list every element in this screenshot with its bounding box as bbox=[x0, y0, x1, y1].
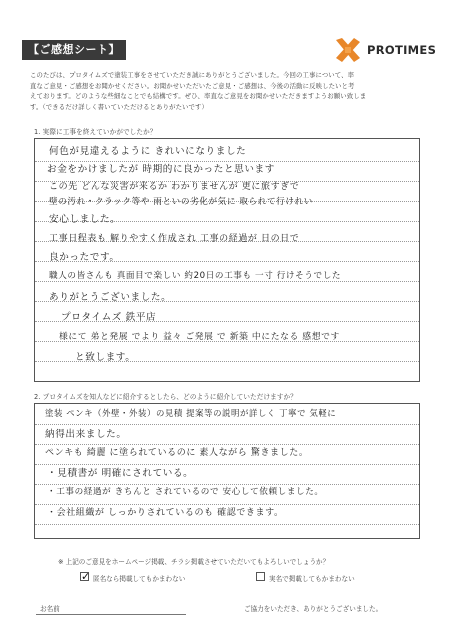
ruled-line bbox=[35, 524, 419, 525]
protimes-mark-icon bbox=[334, 36, 362, 64]
intro-line: このたびは、プロタイムズで塗装工事をさせていただき誠にありがとうございました。今回の工事について、率 bbox=[30, 71, 355, 79]
handwritten-answer-line: ・会社組織が しっかりされているのも 確認できます。 bbox=[47, 508, 284, 518]
name-field[interactable] bbox=[36, 614, 186, 615]
handwritten-answer-line: 壁の汚れ・クラック等や 雨といの劣化が気に 取られて行けれい bbox=[49, 197, 313, 207]
handwritten-answer-line: ありがとうございました。 bbox=[49, 292, 172, 303]
intro-line: す。（できるだけ詳しく書いていただけるとありがたいです） bbox=[30, 102, 209, 111]
handwritten-answer-line: ペンキも 綺麗 に塗られているのに 素人ながら 驚きました。 bbox=[45, 448, 309, 458]
handwritten-answer-line: ・工事の経過が きちんと されているので 安心して依頼しました。 bbox=[47, 487, 324, 497]
logo-text: PROTIMES bbox=[367, 43, 437, 57]
option-anonymous-label: 匿名なら掲載してもかまわない bbox=[93, 575, 186, 583]
question-1-label: 1. 実際に工事を終えていかがでしたか？ bbox=[34, 128, 157, 136]
handwritten-answer-line: と致します。 bbox=[75, 352, 136, 363]
handwritten-answer-line: ・見積書が 明確にされている。 bbox=[47, 468, 194, 479]
name-label: お名前 bbox=[40, 605, 60, 613]
checkmark-icon: ✓ bbox=[81, 570, 91, 583]
handwritten-answer-line: 工事日程表も 解りやすく作成され 工事の経過が 日の日で bbox=[49, 234, 300, 244]
publish-permission-question: ※ 上記のご意見をホームページ掲載、チラシ掲載させていただいてもよろしいでしょうか？ bbox=[58, 558, 330, 566]
anonymous-checkbox[interactable] bbox=[80, 572, 89, 581]
question-2-answer-box bbox=[34, 403, 420, 539]
handwritten-answer-line: 安心しました。 bbox=[49, 214, 121, 225]
handwritten-answer-line: 職人の皆さんも 真面目で楽しい 約20日の工事も 一寸 行けそうでした bbox=[49, 271, 342, 281]
handwritten-answer-line: 何色が見違えるように きれいになりました bbox=[49, 146, 247, 157]
thanks-text: ご協力をいただき、ありがとうございました。 bbox=[244, 605, 383, 613]
ruled-line bbox=[35, 281, 419, 282]
handwritten-answer-line: 納得出来ました。 bbox=[45, 429, 127, 440]
intro-line: 直なご意見・ご感想をお聞かせください。お聞かせいただいたご意見・ご感想は、今後の活動に反映したいと考 bbox=[30, 81, 355, 90]
named-checkbox[interactable] bbox=[256, 572, 265, 581]
intro-text bbox=[30, 70, 430, 112]
handwritten-answer-line: 塗装 ペンキ（外壁・外装）の見積 提案等の説明が詳しく 丁寧で 気軽に bbox=[45, 408, 337, 418]
handwritten-answer-line: プロタイムズ 鉄平店 bbox=[61, 312, 157, 323]
handwritten-answer-line: お金をかけましたが 時期的に良かったと思います bbox=[47, 164, 275, 175]
question-1-answer-box bbox=[34, 138, 420, 382]
question-2-label: 2. プロタイムズを知人などに紹介するとしたら、どのように紹介していただけますか？ bbox=[34, 393, 297, 401]
sheet-title: 【ご感想シート】 bbox=[22, 40, 126, 60]
intro-line: えております。どのような些細なことでも結構です。ぜひ、率直なご意見をお聞かせいただきますようお願い致しま bbox=[30, 92, 367, 101]
handwritten-answer-line: 様にて 弟と発展 でより 益々 ご発展 で 新築 中にたなる 感想です bbox=[59, 332, 340, 342]
protimes-logo bbox=[334, 36, 438, 64]
option-named-label: 実名で掲載してもかまわない bbox=[269, 575, 355, 583]
handwritten-answer-line: 良かったです。 bbox=[49, 252, 120, 263]
ruled-line bbox=[35, 424, 419, 425]
handwritten-answer-line: この先 どんな災害が来るか わかりませんが 更に旅すぎで bbox=[49, 182, 300, 192]
